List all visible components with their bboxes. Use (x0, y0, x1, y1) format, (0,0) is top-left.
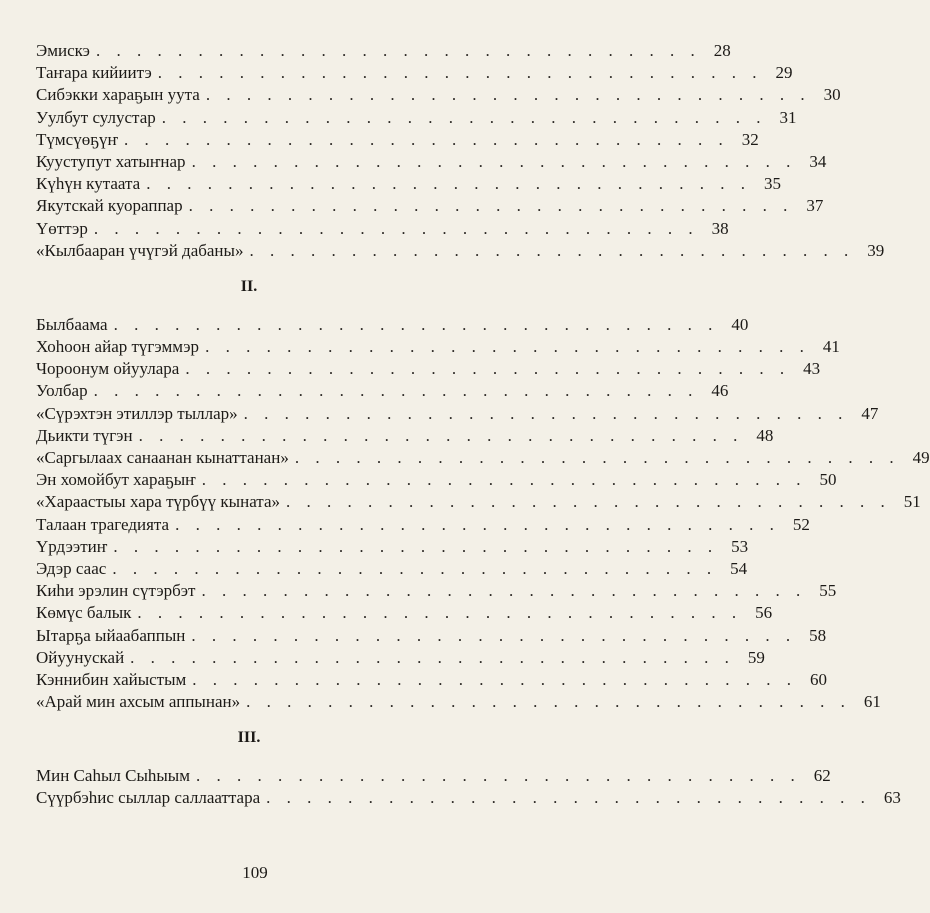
toc-entry (36, 173, 781, 195)
dot-leader: . . . . . . . . . . . . . . . . . . . . . . . . . . . . . . (201, 470, 807, 490)
entry-title: «Арай мин ахсым аппынан» (36, 692, 241, 712)
dot-leader: . . . . . . . . . . . . . . . . . . . . . . . . . . . . . . (205, 85, 811, 105)
toc-entry (36, 40, 731, 62)
toc-entry (36, 380, 729, 402)
entry-title: Якутскай куораппар (36, 196, 183, 216)
entry-title: Дьикти түгэн (36, 425, 133, 445)
toc-entry (36, 336, 840, 358)
dot-leader: . . . . . . . . . . . . . . . . . . . . . . . . . . . . . . (249, 240, 855, 260)
toc-entry (36, 195, 824, 217)
entry-title: Уолбар (36, 381, 88, 401)
entry-title: Уулбут сулустар (36, 107, 156, 127)
entry-title: Күһүн кутаата (36, 174, 141, 194)
entry-title: Киhи эрэлин сүтэрбэт (36, 581, 196, 601)
entry-title: Ытарҕа ыйаабаппын (36, 625, 186, 645)
entry-page-number: 49 (912, 448, 930, 467)
dot-leader: . . . . . . . . . . . . . . . . . . . . . . . . . . . . . . (192, 669, 798, 689)
toc-entry (36, 62, 793, 84)
entry-page-number: 50 (819, 470, 837, 490)
entry-page-number: 29 (775, 63, 793, 83)
toc-entry (36, 536, 749, 558)
toc-entry (36, 129, 759, 151)
dot-leader: . . . . . . . . . . . . . . . . . . . . . . . . . . . . . . (195, 766, 801, 786)
entry-title: Үөттэр (36, 218, 88, 238)
dot-leader: . . . . . . . . . . . . . . . . . . . . . . . . . . . . . . (112, 558, 718, 578)
entry-title: Эн хомойбут хараҕыҥ (36, 470, 196, 490)
entry-page-number: 61 (863, 692, 881, 712)
entry-page-number: 37 (806, 196, 824, 216)
entry-title: Эдэр саас (36, 558, 107, 578)
dot-leader: . . . . . . . . . . . . . . . . . . . . . . . . . . . . . . (161, 107, 767, 127)
entry-page-number: 47 (861, 403, 879, 423)
entry-title: Сибэкки хараҕын уута (36, 85, 200, 105)
entry-page-number: 55 (819, 581, 837, 601)
page-number: 109 (242, 863, 268, 882)
entry-page-number: 60 (810, 669, 828, 689)
entry-page-number: 58 (809, 625, 827, 645)
dot-leader: . . . . . . . . . . . . . . . . . . . . . . . . . . . . . . (243, 403, 849, 423)
entry-title: «Хараастыы хара түрбүү кыната» (36, 492, 280, 512)
toc-entry (36, 218, 729, 240)
dot-leader: . . . . . . . . . . . . . . . . . . . . . . . . . . . . . . (175, 514, 780, 534)
toc-entry (36, 514, 810, 536)
dot-leader: . . . . . . . . . . . . . . . . . . . . . . . . . . . . . . (188, 196, 794, 216)
dot-leader: . . . . . . . . . . . . . . . . . . . . . . . . . . . . . . (286, 492, 891, 512)
entry-title: Түмсүөҕүҥ (36, 129, 119, 149)
entry-page-number: 51 (903, 492, 921, 512)
dot-leader: . . . . . . . . . . . . . . . . . . . . . . . . . . . . . . (201, 581, 807, 601)
toc-entry (36, 558, 748, 580)
toc-entry (36, 602, 773, 624)
toc-entry (36, 625, 827, 647)
dot-leader: . . . . . . . . . . . . . . . . . . . . . . . . . . . . . . (191, 625, 797, 645)
entry-page-number: 34 (809, 151, 827, 171)
toc-entry (36, 787, 901, 809)
entry-page-number: 52 (792, 514, 810, 534)
entry-page-number: 39 (867, 240, 885, 260)
section-heading: III. (237, 729, 261, 747)
dot-leader: . . . . . . . . . . . . . . . . . . . . . . . . . . . . . . (124, 129, 729, 149)
entry-title: «Сүрэхтэн этиллэр тыллар» (36, 403, 238, 423)
toc-entry (36, 314, 749, 336)
entry-page-number: 40 (731, 314, 749, 334)
entry-page-number: 59 (747, 647, 765, 667)
dot-leader: . . . . . . . . . . . . . . . . . . . . . . . . . . . . . . (138, 425, 744, 445)
dot-leader: . . . . . . . . . . . . . . . . . . . . . . . . . . . . . . (191, 151, 797, 171)
toc-entry (36, 580, 837, 602)
entry-title: Талаан трагедията (36, 514, 170, 534)
dot-leader: . . . . . . . . . . . . . . . . . . . . . . . . . . . . . . (130, 647, 735, 667)
section-heading: II. (240, 277, 258, 295)
toc-entry (36, 107, 797, 129)
dot-leader: . . . . . . . . . . . . . . . . . . . . . . . . . . . . . . (294, 448, 900, 467)
dot-leader: . . . . . . . . . . . . . . . . . . . . . . . . . . . . . . (266, 788, 871, 808)
dot-leader: . . . . . . . . . . . . . . . . . . . . . . . . . . . . . . (93, 218, 699, 238)
entry-title: Эмискэ (36, 41, 90, 60)
toc-entry (36, 765, 831, 787)
entry-page-number: 53 (731, 536, 749, 556)
entry-title: Чороонум ойуулара (36, 359, 180, 379)
toc-entry (36, 358, 821, 380)
entry-page-number: 30 (823, 85, 841, 105)
entry-page-number: 54 (730, 558, 748, 578)
dot-leader: . . . . . . . . . . . . . . . . . . . . . . . . . . . . . . (95, 41, 701, 60)
entry-title: «Кылбааран үчүгэй дабаны» (36, 240, 244, 260)
entry-page-number: 63 (883, 788, 901, 808)
entry-title: Хоһоон айар түгэммэр (36, 337, 200, 357)
entry-title: Үрдээтиҥ (36, 536, 108, 556)
dot-leader: . . . . . . . . . . . . . . . . . . . . . . . . . . . . . . (246, 692, 851, 712)
dot-leader: . . . . . . . . . . . . . . . . . . . . . . . . . . . . . . (205, 337, 810, 357)
entry-title: Сүүрбэhис сыллар саллааттара (36, 788, 261, 808)
entry-page-number: 41 (822, 337, 840, 357)
toc-entry (36, 469, 837, 491)
entry-page-number: 48 (756, 425, 774, 445)
entry-title: «Саргылаах санаанан кынаттанан» (36, 448, 289, 467)
toc-entry (36, 647, 765, 669)
dot-leader: . . . . . . . . . . . . . . . . . . . . . . . . . . . . . . (157, 63, 763, 83)
entry-page-number: 62 (813, 766, 831, 786)
toc-entry (36, 669, 828, 691)
toc-entry (36, 491, 921, 513)
toc-entry (36, 151, 827, 173)
toc-entry (36, 240, 885, 262)
dot-leader: . . . . . . . . . . . . . . . . . . . . . . . . . . . . . . (137, 603, 743, 623)
toc-entry (36, 84, 841, 106)
entry-title: Кууступут хатыҥнар (36, 151, 186, 171)
toc-entry (36, 425, 774, 447)
entry-page-number: 46 (711, 381, 729, 401)
entry-page-number: 32 (741, 129, 759, 149)
dot-leader: . . . . . . . . . . . . . . . . . . . . . . . . . . . . . . (146, 174, 751, 194)
dot-leader: . . . . . . . . . . . . . . . . . . . . . . . . . . . . . . (185, 359, 791, 379)
entry-title: Былбаама (36, 314, 108, 334)
entry-page-number: 38 (711, 218, 729, 238)
toc-entry (36, 447, 930, 469)
entry-title: Таҥара кийиитэ (36, 63, 152, 83)
entry-title: Көмүс балык (36, 603, 132, 623)
entry-title: Мин Саһыл Сыһыым (36, 766, 190, 786)
dot-leader: . . . . . . . . . . . . . . . . . . . . . . . . . . . . . . (113, 536, 719, 556)
entry-page-number: 28 (713, 41, 731, 60)
entry-page-number: 43 (803, 359, 821, 379)
entry-title: Ойуунускай (36, 647, 125, 667)
toc-entry (36, 403, 879, 425)
entry-title: Кэннибин хайыстым (36, 669, 187, 689)
table-of-contents (36, 40, 930, 810)
dot-leader: . . . . . . . . . . . . . . . . . . . . . . . . . . . . . . (113, 314, 719, 334)
dot-leader: . . . . . . . . . . . . . . . . . . . . . . . . . . . . . . (93, 381, 699, 401)
toc-entry (36, 691, 881, 713)
entry-page-number: 31 (779, 107, 797, 127)
entry-page-number: 56 (755, 603, 773, 623)
entry-page-number: 35 (763, 174, 781, 194)
